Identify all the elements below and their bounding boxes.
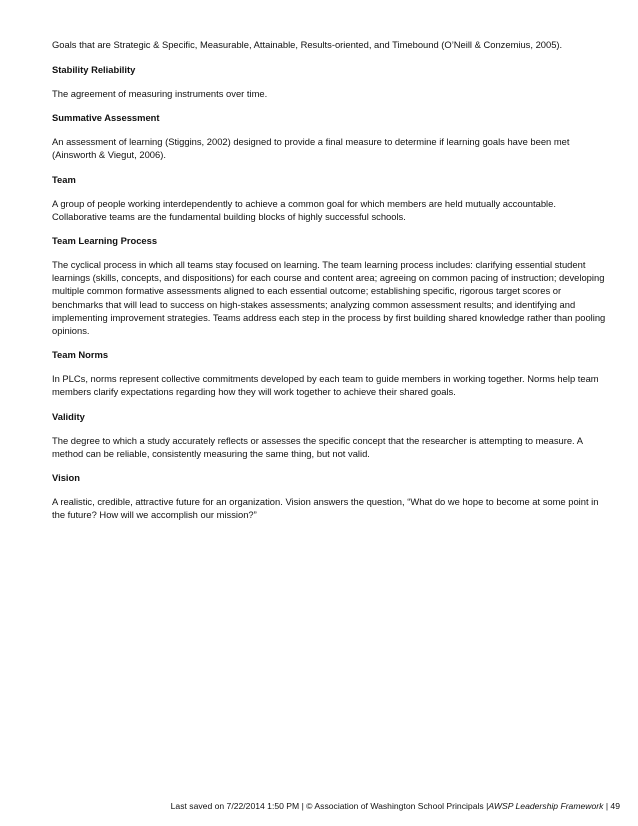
intro-paragraph: Goals that are Strategic & Specific, Measurable, Attainable, Results-oriented, and Timebound (O’Neill & Conzemius, 2005). — [52, 39, 563, 50]
glossary-entry-team-norms — [52, 348, 608, 398]
term-definition: The degree to which a study accurately reflects or assesses the specific concept that the researcher is attempting to measure. A method can be reliable, consistently measuring the same thing, but not valid. — [52, 434, 583, 459]
glossary-entry-vision — [52, 471, 608, 521]
term-definition: An assessment of learning (Stiggins, 2002) designed to provide a final measure to determine if learning goals have been met (Ainsworth & Viegut, 2006). — [52, 136, 570, 161]
term-heading: Team Learning Process — [52, 235, 158, 247]
term-heading: Team Norms — [52, 349, 109, 361]
term-definition: The cyclical process in which all teams stay focused on learning. The team learning process includes: clarifying essential student learnings (skills, concepts, and dispositions) for each course and content area; agreeing on common pacing of instruction; developing multiple common formative assessments aligned to each essential outcome; establishing specific, rigorous target scores or benchmarks that will lead to success on high-stakes assessments; analyzing common assessment results; and identifying and implementing improvement strategies. Teams address each step in the process by first building shared knowledge rather than pooling opinions. — [52, 259, 606, 337]
footer-framework-title: AWSP Leadership Framework — [488, 801, 604, 811]
page-footer — [171, 800, 620, 812]
term-definition: In PLCs, norms represent collective commitments developed by each team to guide members in working together. Norms help team members clarify expectations regarding how they will work together to achieve their shared goals. — [52, 373, 599, 398]
term-heading: Validity — [52, 410, 85, 422]
footer-page-number: | 49 — [605, 801, 620, 811]
glossary-entry-team-learning-process — [52, 234, 608, 337]
term-heading: Team — [52, 173, 76, 185]
glossary-entry-validity — [52, 410, 608, 460]
glossary-entry-team — [52, 173, 608, 223]
term-heading: Vision — [52, 472, 80, 484]
term-definition: A group of people working interdependently to achieve a common goal for which members are held mutually accountable. Collaborative teams are the fundamental building blocks of highly successful schools. — [52, 197, 556, 222]
term-definition: A realistic, credible, attractive future for an organization. Vision answers the question, “What do we hope to become at some point in the future? How will we accomplish our mission?” — [52, 496, 599, 521]
term-definition: The agreement of measuring instruments over time. — [52, 88, 268, 99]
term-heading: Summative Assessment — [52, 112, 160, 124]
document-page — [52, 38, 608, 532]
footer-saved-text: Last saved on 7/22/2014 1:50 PM | © Association of Washington School Principals | — [170, 801, 489, 811]
glossary-entry-stability-reliability — [52, 63, 608, 100]
term-heading: Stability Reliability — [52, 64, 136, 75]
glossary-entry-summative-assessment — [52, 111, 608, 161]
